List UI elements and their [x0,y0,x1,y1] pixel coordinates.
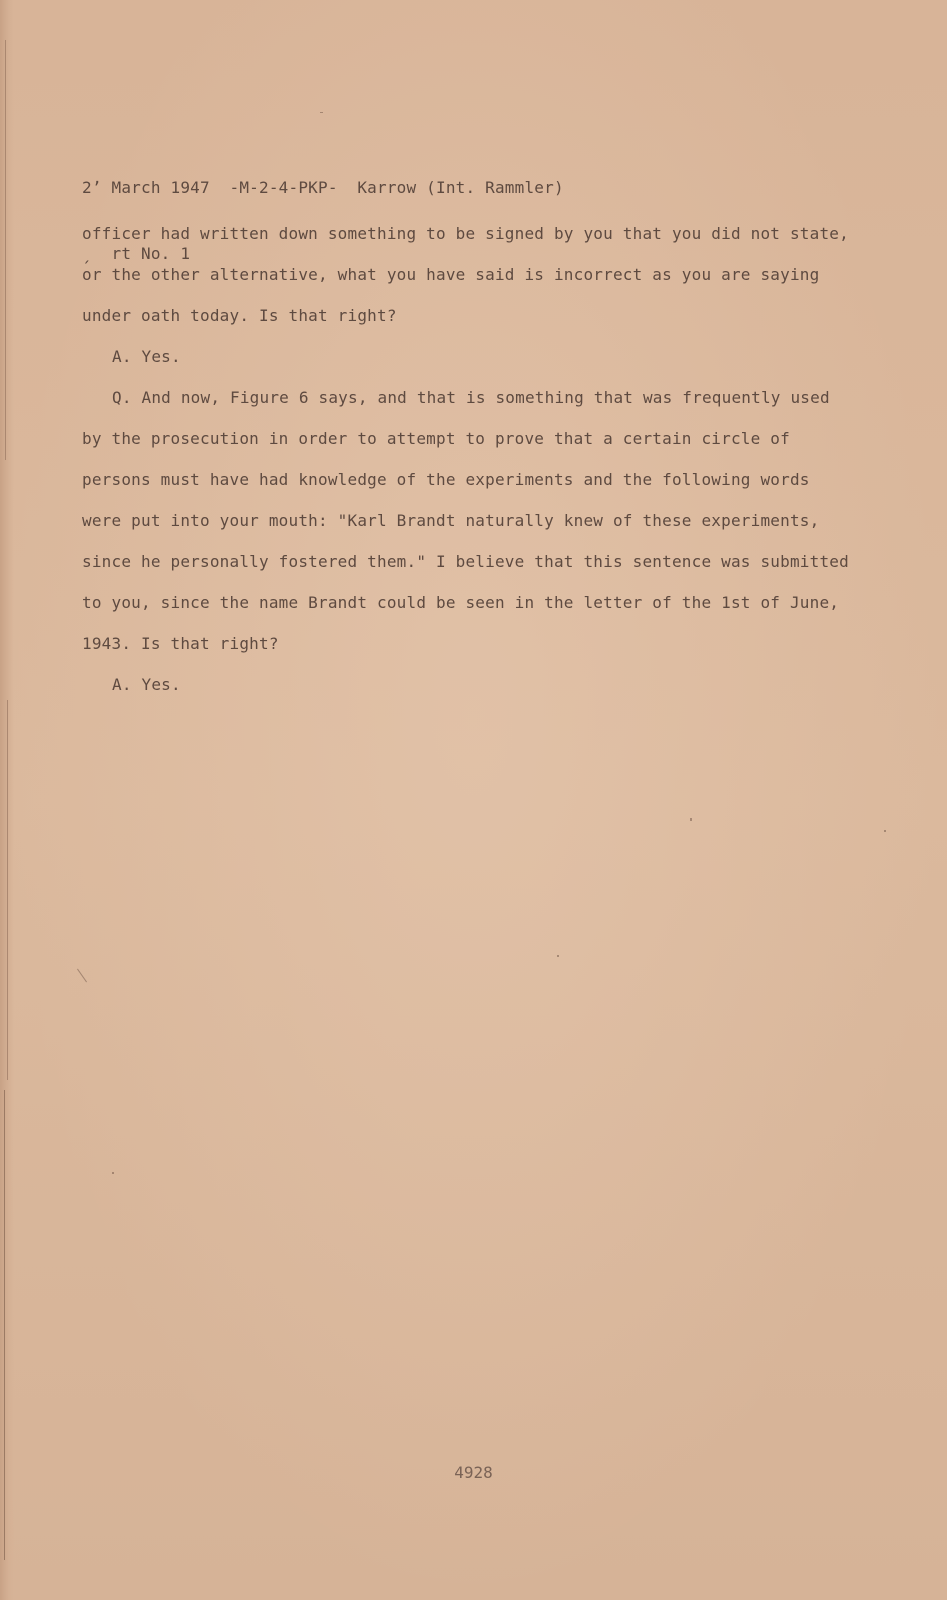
page-number: 4928 [454,1463,493,1482]
transcript-line: persons must have had knowledge of the experiments and the following words [82,470,810,489]
paper-crease [5,40,6,460]
header-court-line: ˏ rt No. 1 [82,244,191,263]
paper-crease [7,700,8,1080]
transcript-line: or the other alternative, what you have said is incorrect as you are saying [82,265,820,284]
transcript-body [82,213,882,705]
transcript-line: 1943. Is that right? [82,634,279,653]
paper-speck [557,955,559,957]
paper-speck [884,830,886,832]
answer-line: A. Yes. [112,675,181,694]
transcript-line: under oath today. Is that right? [82,306,397,325]
transcript-line: to you, since the name Brandt could be seen in the letter of the 1st of June, [82,593,840,612]
transcript-line: were put into your mouth: "Karl Brandt naturally knew of these experiments, [82,511,820,530]
paper-speck [320,112,323,113]
answer-line: A. Yes. [112,347,181,366]
transcript-line: since he personally fostered them." I believe that this sentence was submitted [82,552,849,571]
question-line: Q. And now, Figure 6 says, and that is something that was frequently used [112,388,830,407]
paper-tear [4,1090,5,1560]
paper-speck [690,818,692,821]
paper-scratch [77,969,87,983]
transcript-line: by the prosecution in order to attempt to prove that a certain circle of [82,429,790,448]
transcript-line: officer had written down something to be signed by you that you did not state, [82,224,849,243]
paper-speck [112,1172,114,1174]
header-date-line: 2ʼ March 1947 -M-2-4-PKP- Karrow (Int. Rammler) [82,178,564,197]
